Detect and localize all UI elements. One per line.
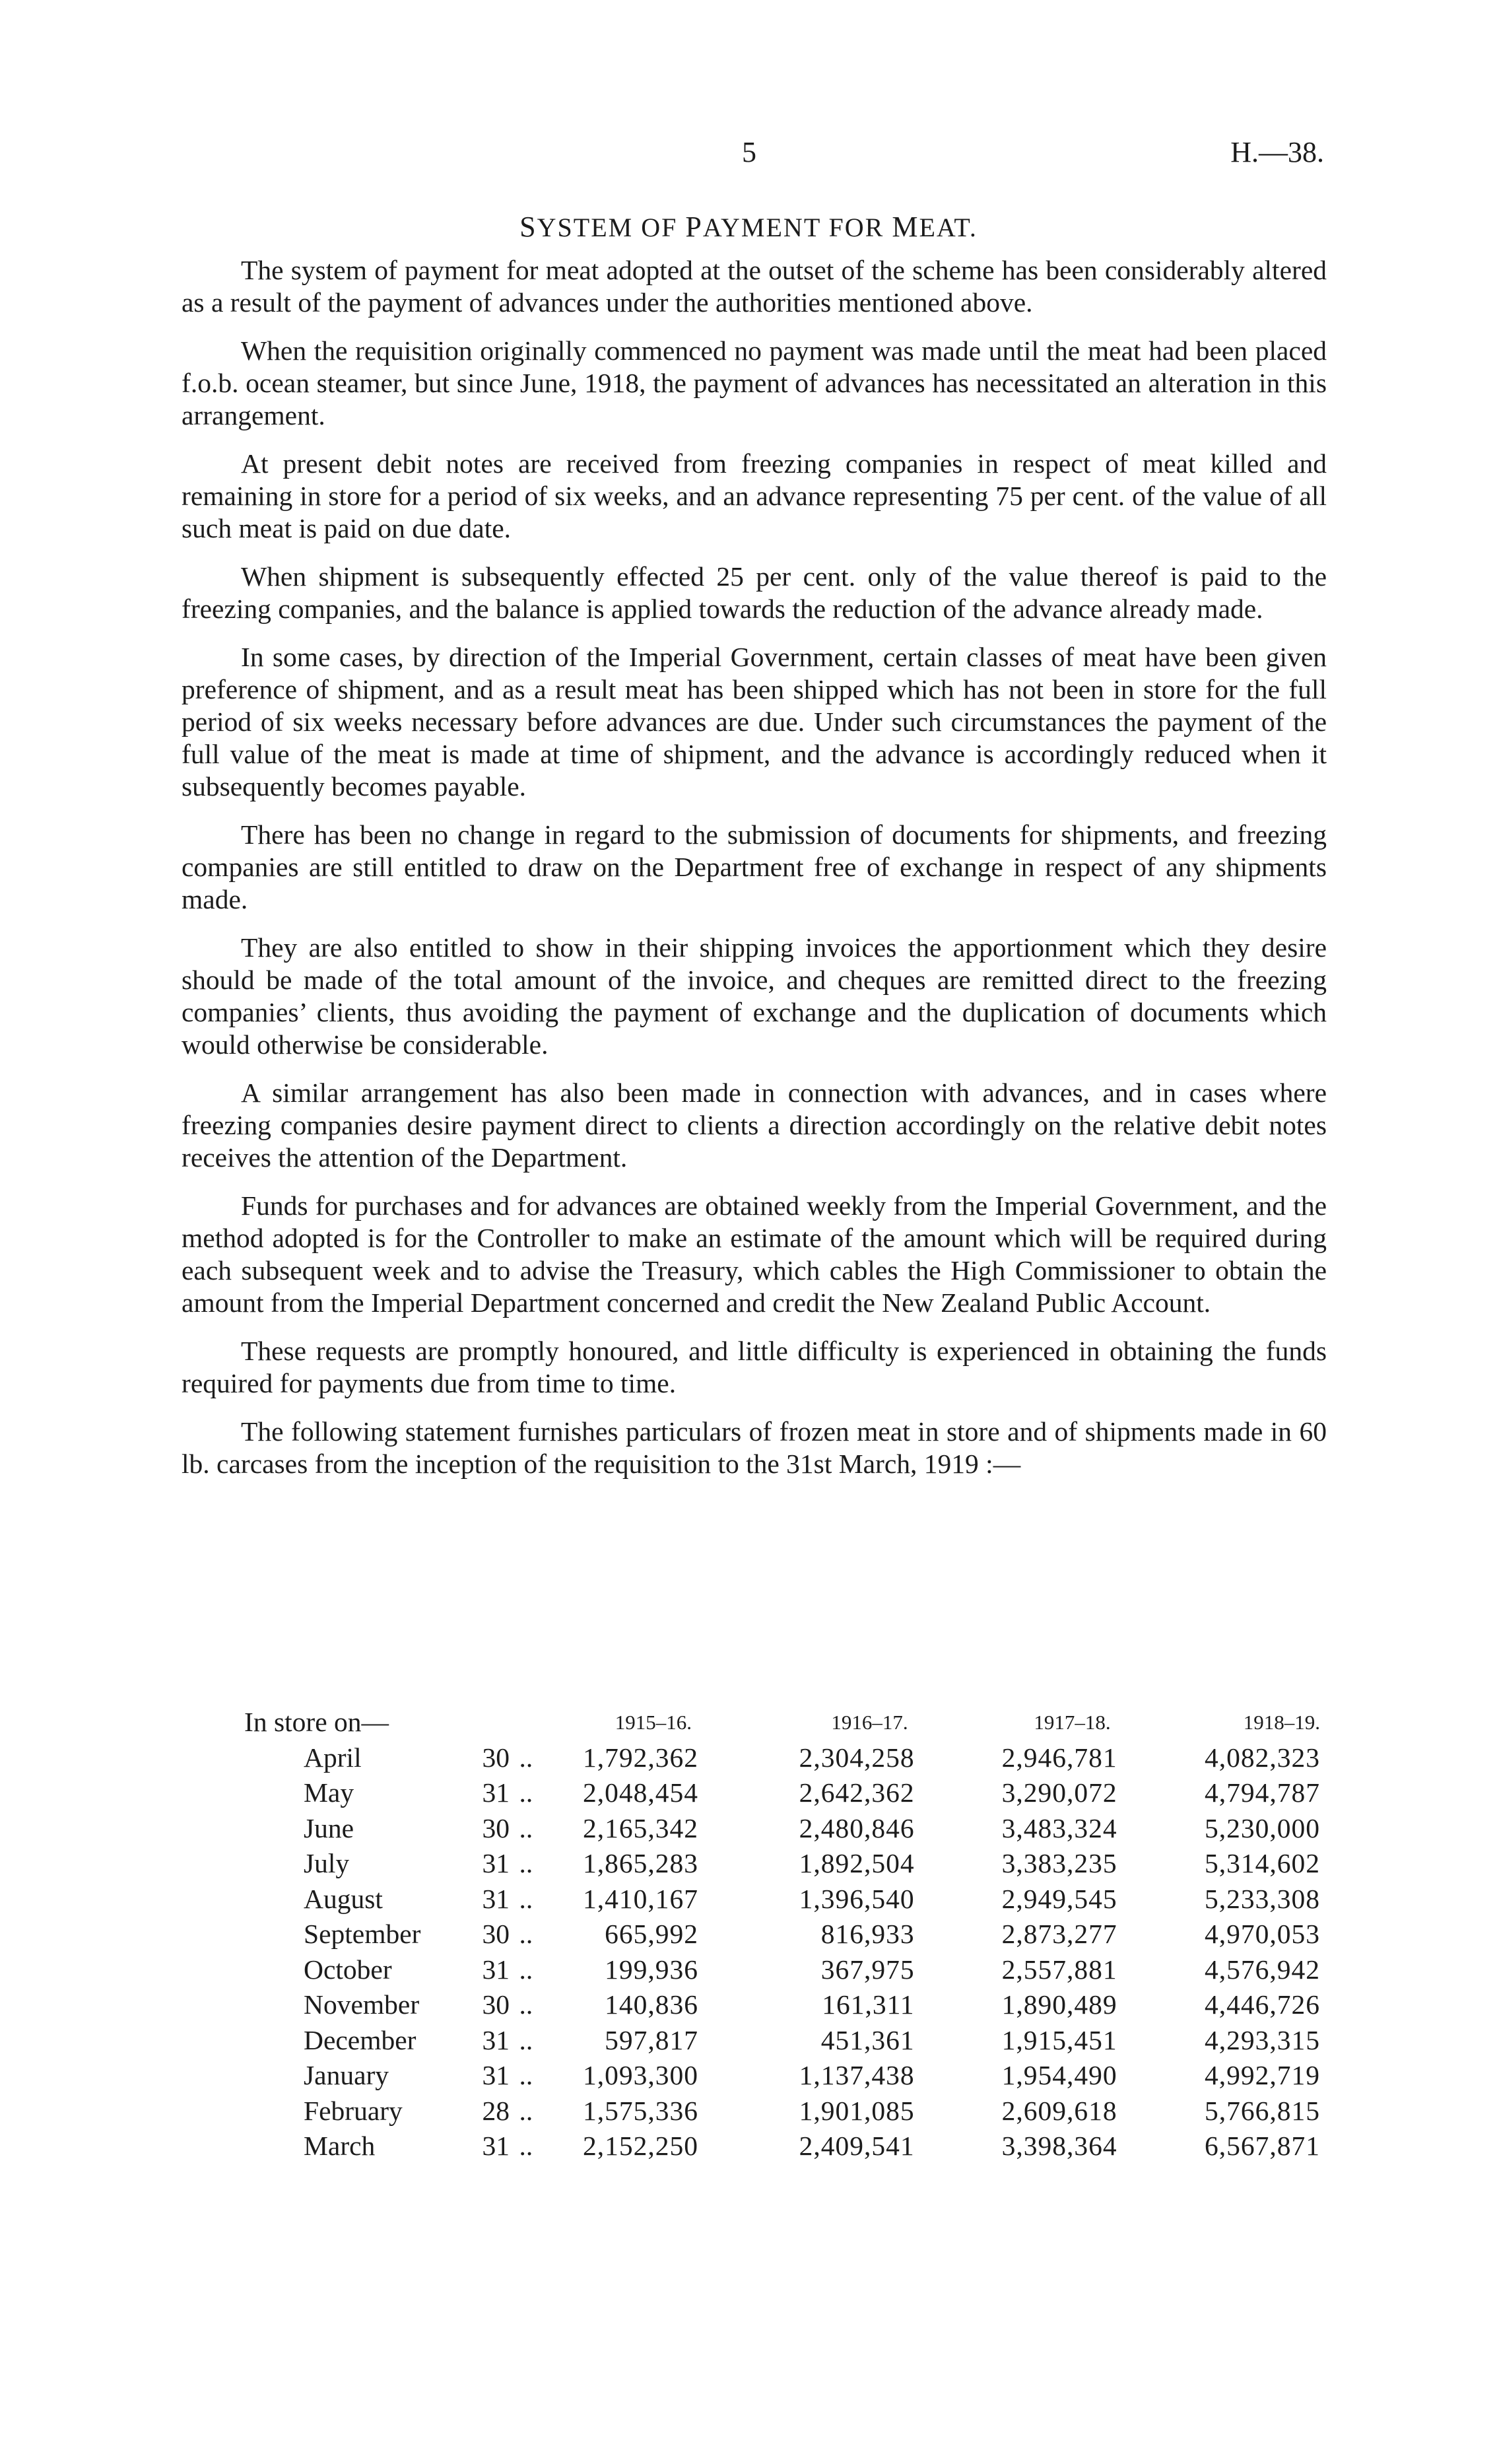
day-cell: 30 [482, 1812, 510, 1843]
value-cell: 2,165,342 [583, 1812, 699, 1843]
value-cell: 816,933 [820, 1919, 915, 1949]
day-cell: 31 [482, 2131, 510, 2161]
value-cell: 2,949,545 [1001, 1883, 1117, 1914]
value-cell: 1,137,438 [799, 2060, 915, 2090]
leader-dots: .. [519, 1989, 533, 2020]
value-cell: 2,946,781 [1001, 1742, 1117, 1773]
document-reference: H.—38. [1230, 136, 1324, 168]
table-row [182, 1987, 1327, 2023]
table-header-row [182, 1705, 1327, 1740]
value-cell: 1,915,451 [1001, 2024, 1117, 2055]
value-cell: 1,093,300 [583, 2060, 699, 2090]
value-cell: 5,230,000 [1205, 1812, 1320, 1843]
leader-dots: .. [519, 2024, 533, 2055]
value-cell: 2,557,881 [1001, 1954, 1117, 1985]
value-cell: 3,383,235 [1001, 1848, 1117, 1878]
value-cell: 5,766,815 [1205, 2095, 1320, 2126]
value-cell: 3,398,364 [1001, 2131, 1117, 2161]
value-cell: 2,409,541 [799, 2131, 915, 2161]
value-cell: 4,082,323 [1205, 1742, 1320, 1773]
table-row [182, 2023, 1327, 2059]
section-heading [0, 210, 1497, 244]
day-cell: 31 [482, 1777, 510, 1808]
year-header: 1917–18. [1034, 1711, 1111, 1734]
table-row [182, 1882, 1327, 1917]
value-cell: 1,890,489 [1001, 1989, 1117, 2020]
page-number: 5 [742, 136, 756, 168]
value-cell: 597,817 [605, 2024, 699, 2055]
month-cell: November [304, 1989, 420, 2020]
value-cell: 2,480,846 [799, 1812, 915, 1843]
leader-dots: .. [519, 2131, 533, 2161]
leader-dots: .. [519, 1883, 533, 1914]
day-cell: 30 [482, 1919, 510, 1949]
value-cell: 1,575,336 [583, 2095, 699, 2126]
paragraph: A similar arrangement has also been made in connection with advances, and in cases where freezing companies desire payment direct to clients a direction accordingly on the relative debit notes receives the attention of the Department. [182, 1078, 1327, 1173]
day-cell: 31 [482, 1848, 510, 1878]
leader-dots: .. [519, 2095, 533, 2126]
value-cell: 1,865,283 [583, 1848, 699, 1878]
month-cell: May [304, 1777, 354, 1808]
value-cell: 665,992 [605, 1919, 699, 1949]
leader-dots: .. [519, 2060, 533, 2090]
month-cell: August [304, 1883, 383, 1914]
meat-in-store-table [182, 1705, 1327, 2164]
month-cell: July [304, 1848, 350, 1878]
paragraph: They are also entitled to show in their shipping invoices the apportionment which they desire should be made of the total amount of the invoice, and cheques are remitted direct to the freezing companies’ clients, thus avoiding the payment of exchange and the duplication of documents which would otherwise be considerable. [182, 932, 1327, 1060]
value-cell: 2,304,258 [799, 1742, 915, 1773]
month-cell: January [304, 2060, 389, 2090]
table-row [182, 1917, 1327, 1952]
value-cell: 5,233,308 [1205, 1883, 1320, 1914]
value-cell: 1,901,085 [799, 2095, 915, 2126]
heading-rest-1: YSTEM OF [537, 213, 686, 242]
leader-dots: .. [519, 1848, 533, 1878]
paragraph: Funds for purchases and for advances are obtained weekly from the Imperial Government, and the method adopted is for the Controller to make an estimate of the amount which will be required during each subsequent week and to advise the Treasury, which cables the High Commissioner to obtain the amount from the Imperial Department concerned and credit the New Zealand Public Account. [182, 1190, 1327, 1318]
month-cell: March [304, 2131, 376, 2161]
table-row [182, 1775, 1327, 1811]
paragraph: When the requisition originally commenced no payment was made until the meat had been placed f.o.b. ocean steamer, but since June, 1918, the payment of advances has necessitated an alteration in this arrangement. [182, 335, 1327, 430]
value-cell: 3,290,072 [1001, 1777, 1117, 1808]
paragraph: In some cases, by direction of the Imperial Government, certain classes of meat have been given preference of shipment, and as a result meat has been shipped which has not been in store for the full period of six weeks necessary before advances are due. Under such circumstances the payment of the full value of the meat is made at time of shipment, and the advance is accordingly reduced when it subsequently becomes payable. [182, 642, 1327, 802]
value-cell: 5,314,602 [1205, 1848, 1320, 1878]
paragraph: The system of payment for meat adopted at the outset of the scheme has been considerably altered as a result of the payment of advances under the authorities mentioned above. [182, 255, 1327, 318]
value-cell: 4,576,942 [1205, 1954, 1320, 1985]
day-cell: 30 [482, 1989, 510, 2020]
day-cell: 30 [482, 1742, 510, 1773]
body-text [182, 254, 1327, 1496]
value-cell: 161,311 [822, 1989, 915, 2020]
value-cell: 1,954,490 [1001, 2060, 1117, 2090]
month-cell: April [304, 1742, 362, 1773]
in-store-label: In store on— [244, 1707, 389, 1737]
month-cell: December [304, 2024, 416, 2055]
value-cell: 367,975 [820, 1954, 915, 1985]
day-cell: 31 [482, 1883, 510, 1914]
heading-rest-2: AYMENT FOR [702, 213, 892, 242]
table-row [182, 1740, 1327, 1776]
value-cell: 1,892,504 [799, 1848, 915, 1878]
paragraph: These requests are promptly honoured, and little difficulty is experienced in obtaining the funds required for payments due from time to time. [182, 1336, 1327, 1398]
table-row [182, 1952, 1327, 1988]
day-cell: 31 [482, 1954, 510, 1985]
heading-initial-3: M [892, 211, 919, 243]
value-cell: 6,567,871 [1205, 2131, 1320, 2161]
paragraph: When shipment is subsequently effected 25 per cent. only of the value thereof is paid to the freezing companies, and the balance is applied towards the reduction of the advance already made. [182, 561, 1327, 624]
leader-dots: .. [519, 1919, 533, 1949]
day-cell: 28 [482, 2095, 510, 2126]
value-cell: 199,936 [605, 1954, 699, 1985]
month-cell: June [304, 1812, 354, 1843]
value-cell: 2,873,277 [1001, 1919, 1117, 1949]
heading-rest-3: EAT. [919, 213, 978, 242]
leader-dots: .. [519, 1812, 533, 1843]
value-cell: 4,794,787 [1205, 1777, 1320, 1808]
value-cell: 2,642,362 [799, 1777, 915, 1808]
table-row [182, 1846, 1327, 1882]
month-cell: September [304, 1919, 421, 1949]
value-cell: 3,483,324 [1001, 1812, 1117, 1843]
value-cell: 2,048,454 [583, 1777, 699, 1808]
leader-dots: .. [519, 1742, 533, 1773]
value-cell: 1,410,167 [583, 1883, 699, 1914]
heading-initial-1: S [519, 211, 537, 243]
month-cell: February [304, 2095, 403, 2126]
value-cell: 140,836 [605, 1989, 699, 2020]
year-header: 1915–16. [615, 1711, 692, 1734]
paragraph: The following statement furnishes particulars of frozen meat in store and of shipments made in 60 lb. carcases from the inception of the requisition to the 31st March, 1919 :— [182, 1416, 1327, 1479]
table-row [182, 2094, 1327, 2129]
value-cell: 2,609,618 [1001, 2095, 1117, 2126]
leader-dots: .. [519, 1954, 533, 1985]
value-cell: 451,361 [820, 2024, 915, 2055]
year-header: 1918–19. [1243, 1711, 1320, 1734]
table-row [182, 2058, 1327, 2094]
month-cell: October [304, 1954, 392, 1985]
year-header: 1916–17. [831, 1711, 908, 1734]
value-cell: 4,992,719 [1205, 2060, 1320, 2090]
value-cell: 4,970,053 [1205, 1919, 1320, 1949]
leader-dots: .. [519, 1777, 533, 1808]
value-cell: 2,152,250 [583, 2131, 699, 2161]
table-row [182, 2129, 1327, 2164]
value-cell: 1,396,540 [799, 1883, 915, 1914]
table-row [182, 1811, 1327, 1847]
heading-initial-2: P [685, 211, 703, 243]
value-cell: 4,446,726 [1205, 1989, 1320, 2020]
value-cell: 1,792,362 [583, 1742, 699, 1773]
day-cell: 31 [482, 2060, 510, 2090]
paragraph: At present debit notes are received from freezing companies in respect of meat killed and remaining in store for a period of six weeks, and an advance representing 75 per cent. of the value of all such meat is paid on due date. [182, 448, 1327, 543]
value-cell: 4,293,315 [1205, 2024, 1320, 2055]
paragraph: There has been no change in regard to the submission of documents for shipments, and freezing companies are still entitled to draw on the Department free of exchange in respect of any shipments made. [182, 819, 1327, 914]
day-cell: 31 [482, 2024, 510, 2055]
